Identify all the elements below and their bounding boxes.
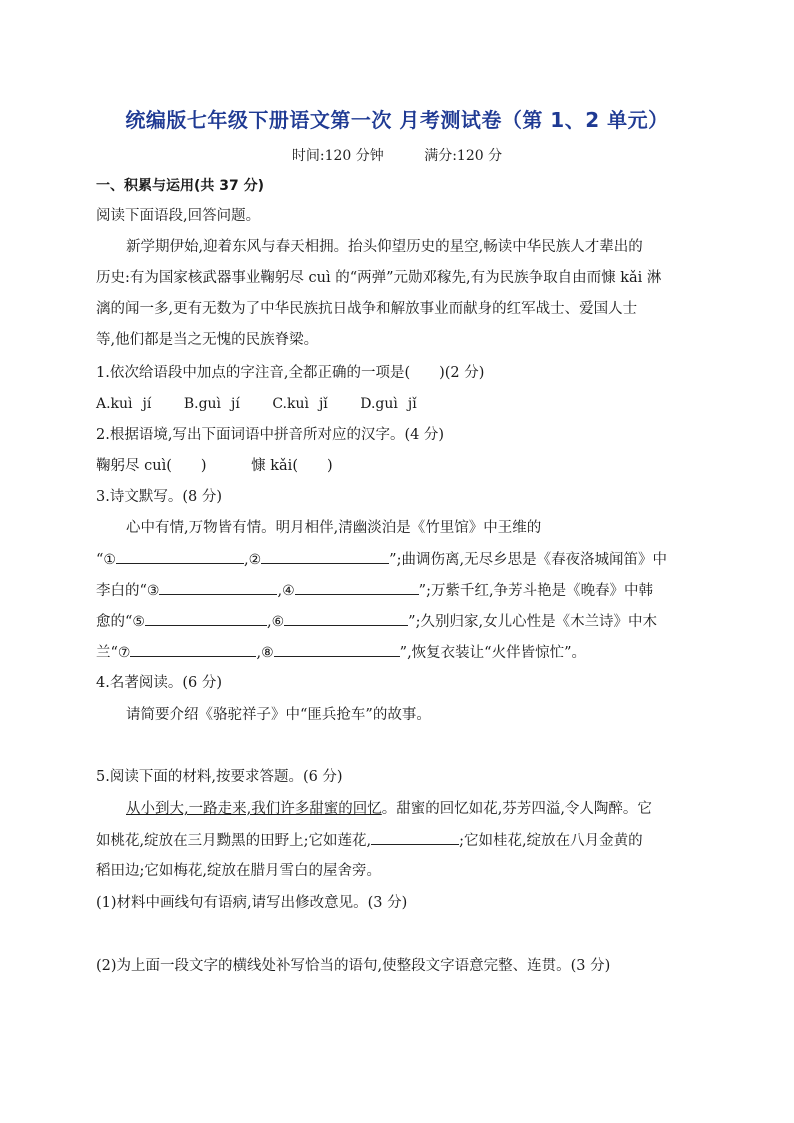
question-3-stem: 3.诗文默写。(8 分) (96, 489, 222, 505)
option-a[interactable]: A.kuì jí (96, 396, 152, 412)
q3-line-1: 心中有情,万物皆有情。明月相伴,清幽淡泊是《竹里馆》中王维的 (126, 520, 542, 536)
fill-blank-1[interactable] (116, 549, 244, 564)
section-heading: 一、积累与运用(共 37 分) (96, 178, 265, 194)
fill-blank-8[interactable] (274, 642, 400, 657)
full-score: 满分:120 分 (424, 148, 503, 164)
blank-number: ⑥ (271, 614, 285, 630)
question-4-text: 请简要介绍《骆驼祥子》中“匪兵抢车”的故事。 (126, 707, 431, 723)
option-c[interactable]: C.kuì jǐ (272, 396, 328, 412)
fill-blank-7[interactable] (130, 642, 256, 657)
q2-item-2[interactable]: 慷 kǎi( ) (251, 458, 333, 474)
exam-info (0, 145, 794, 165)
blank-number: ⑧ (261, 645, 274, 661)
time-limit: 时间:120 分钟 (291, 148, 384, 164)
question-5-stem: 5.阅读下面的材料,按要求答题。(6 分) (96, 769, 343, 785)
blank-number: ⑤ (132, 614, 145, 630)
question-4-stem: 4.名著阅读。(6 分) (96, 675, 222, 691)
q5-paragraph-line-2: 如桃花,绽放在三月黝黑的田野上;它如莲花, ;它如桂花,绽放在八月金黄的 (96, 830, 696, 851)
q3-line-5: 兰“⑦ ,⑧ ”,恢复衣装让“火伴皆惊忙”。 (96, 642, 696, 663)
blank-number: ④ (282, 583, 295, 599)
q3-line-4: 愈的“⑤ ,⑥ ”;久别归家,女儿心性是《木兰诗》中木 (96, 611, 696, 632)
blank-number: ③ (146, 583, 160, 599)
q5-paragraph-line-3: 稻田边;它如梅花,绽放在腊月雪白的屋舍旁。 (96, 863, 381, 879)
q5-sub-question-2: (2)为上面一段文字的横线处补写恰当的语句,使整段文字语意完整、连贯。(3 分) (96, 958, 611, 974)
blank-number: ⑦ (117, 645, 131, 661)
page-title: 统编版七年级下册语文第一次 月考测试卷（第 1、2 单元） (125, 108, 669, 132)
q3-line-3: 李白的“③ ,④ ”;万紫千红,争芳斗艳是《晚春》中韩 (96, 580, 696, 601)
option-b[interactable]: B.guì jí (183, 396, 240, 412)
fill-blank-2[interactable] (261, 549, 389, 564)
passage-line: 新学期伊始,迎着东风与春天相拥。抬头仰望历史的星空,畅读中华民族人才辈出的 (126, 239, 643, 255)
question-2-items (96, 456, 696, 476)
question-1-options (96, 394, 696, 414)
fill-blank-6[interactable] (284, 611, 408, 626)
passage-line: 历史:有为国家核武器事业鞠躬尽 cuì 的“两弹”元勋邓稼先,有为民族争取自由而慷 kǎi 淋 (96, 270, 662, 286)
option-d[interactable]: D.guì jǐ (360, 396, 417, 412)
question-1-stem: 1.依次给语段中加点的字注音,全都正确的一项是( )(2 分) (96, 365, 485, 381)
q5-paragraph-line-1: 从小到大,一路走来,我们许多甜蜜的回忆。甜蜜的回忆如花,芬芳四溢,令人陶醉。它 (126, 801, 652, 817)
blank-number: ① (103, 552, 116, 568)
q2-item-1[interactable]: 鞠躬尽 cuì( ) (96, 458, 207, 474)
blank-number: ② (248, 552, 262, 568)
q3-line-2: “① ,② ”;曲调伤离,无尽乡思是《春夜洛城闻笛》中 (96, 549, 696, 570)
passage-line: 等,他们都是当之无愧的民族脊梁。 (96, 332, 319, 348)
section-intro: 阅读下面语段,回答问题。 (96, 208, 261, 224)
underlined-sentence: 从小到大,一路走来,我们许多甜蜜的回忆 (126, 801, 382, 817)
fill-blank-3[interactable] (159, 580, 277, 595)
question-2-stem: 2.根据语境,写出下面词语中拼音所对应的汉字。(4 分) (96, 427, 445, 443)
passage-line: 漓的闻一多,更有无数为了中华民族抗日战争和解放事业而献身的红军战士、爱国人士 (96, 301, 638, 317)
fill-blank-q5[interactable] (371, 830, 459, 845)
fill-blank-4[interactable] (295, 580, 419, 595)
q5-sub-question-1: (1)材料中画线句有语病,请写出修改意见。(3 分) (96, 895, 408, 911)
fill-blank-5[interactable] (145, 611, 267, 626)
